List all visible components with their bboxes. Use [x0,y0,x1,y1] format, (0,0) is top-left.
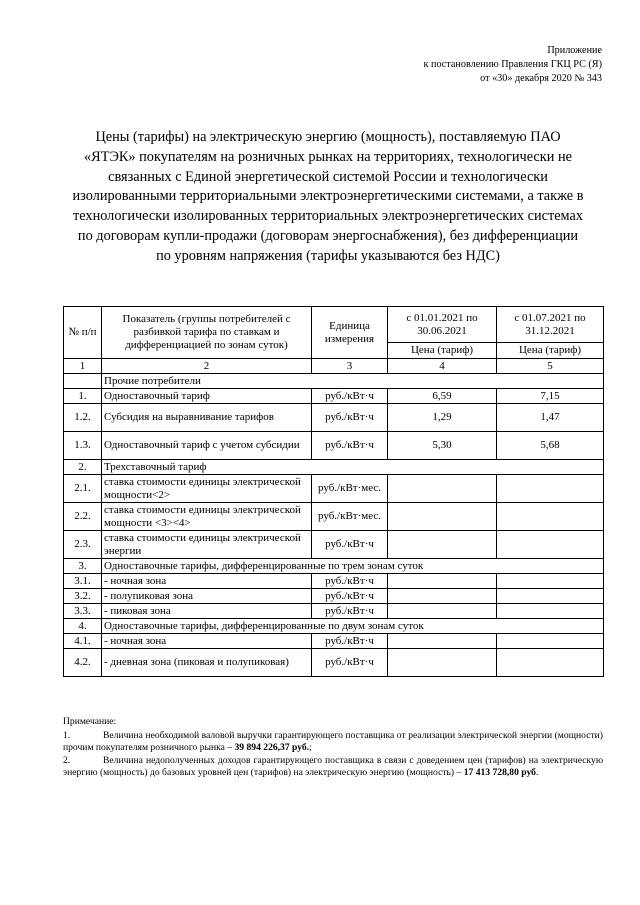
table-section-row [64,460,604,475]
title-line-6: по договорам купли-продажи (договорам энергоснабжения), без дифференциации [77,227,579,244]
note-number: 1. [63,729,71,741]
table-row [64,574,604,589]
row-price-1 [388,531,497,559]
row-price-2 [497,589,604,604]
row-price-2 [497,649,604,677]
table-row [64,604,604,619]
row-price-1 [388,574,497,589]
document-title [58,128,598,267]
row-num [64,374,102,389]
header-period-1: с 01.01.2021 по 30.06.2021 [388,307,497,343]
appendix-line-3: от «30» декабря 2020 № 343 [480,73,602,84]
row-price-1 [388,634,497,649]
table-row [64,432,604,460]
table-row [64,634,604,649]
table-section-row [64,374,604,389]
section-title: Одноставочные тарифы, дифференцированные по двум зонам суток [102,619,604,634]
table-row [64,503,604,531]
header-indicator: Показатель (группы потребителей с разбивкой тарифа по ставкам и дифференциацией по зонам суток) [102,307,312,359]
row-price-1: 5,30 [388,432,497,460]
row-indicator: Одноставочный тариф с учетом субсидии [102,432,312,460]
appendix-line-2: к постановлению Правления ГКЦ РС (Я) [423,59,602,70]
note-tail: . [535,767,539,779]
row-price-2 [497,604,604,619]
column-numbers-row [64,359,604,374]
row-num: 3.1. [64,574,102,589]
row-indicator: ставка стоимости единицы электрической энергии [102,531,312,559]
row-price-1 [388,604,497,619]
row-price-2: 7,15 [497,389,604,404]
row-unit: руб./кВт·ч [312,634,388,649]
row-indicator: - дневная зона (пиковая и полупиковая) [102,649,312,677]
row-indicator: - полупиковая зона [102,589,312,604]
notes [63,716,603,780]
row-num: 4.2. [64,649,102,677]
row-price-2 [497,574,604,589]
row-indicator: Одноставочный тариф [102,389,312,404]
row-num: 2. [64,460,102,475]
row-indicator: Субсидия на выравнивание тарифов [102,404,312,432]
row-num: 2.3. [64,531,102,559]
table-section-row [64,559,604,574]
title-line-7: по уровням напряжения (тарифы указываются без НДС) [156,247,500,264]
appendix-header [424,44,603,86]
title-line-5: технологически изолированных территориальных электроэнергетических системах [73,208,583,225]
note-tail: ; [309,742,312,754]
title-line-1: Цены (тарифы) на электрическую энергию (мощность), поставляемую ПАО [95,129,561,145]
header-unit: Единица измерения [312,307,388,359]
table-row [64,475,604,503]
row-num: 3.2. [64,589,102,604]
row-num: 3. [64,559,102,574]
tariff-table [63,306,604,677]
notes-heading: Примечание: [63,716,117,727]
colnum-4: 4 [388,359,497,374]
row-unit: руб./кВт·мес. [312,475,388,503]
row-indicator: - ночная зона [102,574,312,589]
row-price-2 [497,475,604,503]
row-price-1 [388,503,497,531]
table-header-row [64,307,604,343]
row-num: 2.2. [64,503,102,531]
row-price-1: 1,29 [388,404,497,432]
notes-list [63,730,603,780]
note-text: Величина недополученных доходов гарантирующего поставщика в связи с доведением цен (тарифов) на электрическую энергию (мощность) до базовых уровней цен (тарифов) на электрическую энергию (мощность) – [63,754,603,779]
note-item [63,730,603,755]
row-indicator: - пиковая зона [102,604,312,619]
row-price-2 [497,634,604,649]
row-indicator: ставка стоимости единицы электрической мощности <3><4> [102,503,312,531]
title-line-3: связанных с Единой энергетической системой России и технологически [108,168,548,185]
row-unit: руб./кВт·ч [312,432,388,460]
row-price-1 [388,649,497,677]
table-row [64,389,604,404]
row-num: 3.3. [64,604,102,619]
row-price-1: 6,59 [388,389,497,404]
row-num: 4. [64,619,102,634]
note-item [63,755,603,780]
row-price-2: 5,68 [497,432,604,460]
row-num: 2.1. [64,475,102,503]
note-number: 2. [63,754,71,766]
row-indicator: ставка стоимости единицы электрической мощности<2> [102,475,312,503]
title-line-2: «ЯТЭК» покупателям на розничных рынках на территориях, технологически не [84,148,572,165]
row-unit: руб./кВт·ч [312,531,388,559]
row-num: 1.2. [64,404,102,432]
row-price-2: 1,47 [497,404,604,432]
row-unit: руб./кВт·ч [312,404,388,432]
table-row [64,649,604,677]
table-row [64,531,604,559]
header-num: № п/п [64,307,102,359]
row-price-2 [497,531,604,559]
colnum-5: 5 [497,359,604,374]
row-num: 1. [64,389,102,404]
row-unit: руб./кВт·мес. [312,503,388,531]
header-price-2: Цена (тариф) [497,343,604,359]
appendix-line-1: Приложение [547,45,602,56]
row-num: 4.1. [64,634,102,649]
row-indicator: - ночная зона [102,634,312,649]
row-unit: руб./кВт·ч [312,604,388,619]
title-line-4: изолированными территориальными электроэнергетическими системами, а также в [72,188,584,205]
header-price-1: Цена (тариф) [388,343,497,359]
table-row [64,589,604,604]
row-price-2 [497,503,604,531]
row-price-1 [388,475,497,503]
section-title: Трехставочный тариф [102,460,604,475]
colnum-3: 3 [312,359,388,374]
row-price-1 [388,589,497,604]
table-section-row [64,619,604,634]
section-title: Прочие потребители [102,374,604,389]
note-amount: 17 413 728,80 руб [463,767,536,779]
header-period-2: с 01.07.2021 по 31.12.2021 [497,307,604,343]
section-title: Одноставочные тарифы, дифференцированные по трем зонам суток [102,559,604,574]
colnum-1: 1 [64,359,102,374]
table-row [64,404,604,432]
note-text: Величина необходимой валовой выручки гарантирующего поставщика от реализации электрической энергии (мощности) прочим покупателям розничного рынка – [63,729,603,754]
row-unit: руб./кВт·ч [312,574,388,589]
colnum-2: 2 [102,359,312,374]
row-unit: руб./кВт·ч [312,649,388,677]
row-unit: руб./кВт·ч [312,589,388,604]
note-amount: 39 894 226,37 руб. [234,742,310,754]
row-unit: руб./кВт·ч [312,389,388,404]
row-num: 1.3. [64,432,102,460]
